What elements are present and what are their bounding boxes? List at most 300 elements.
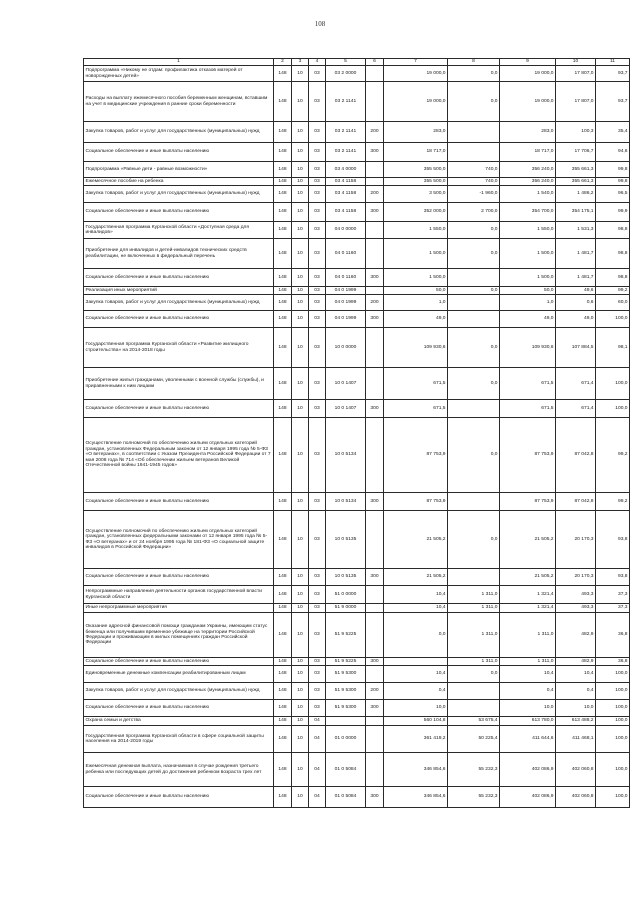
cell-sec: 10 (292, 787, 309, 808)
cell-sub: 03 (309, 287, 326, 295)
cell-v8: 0,0 (448, 66, 500, 82)
cell-v7: 21 505,2 (384, 569, 448, 586)
cell-v10: 1 481,7 (556, 239, 596, 269)
table-row (84, 178, 630, 186)
cell-v9: 109 930,6 (500, 328, 556, 368)
cell-v10: 355 661,3 (556, 162, 596, 178)
cell-v8: 0,0 (448, 418, 500, 493)
cell-vr: 300 (366, 787, 384, 808)
cell-name: Социальное обеспечение и иные выплаты населению (84, 493, 274, 511)
cell-v10: 402 060,8 (556, 787, 596, 808)
cell-v10: 87 042,8 (556, 493, 596, 511)
cell-name: Государственная программа Курганской области в сфере социальной защиты населения на 2014-2019 годы (84, 726, 274, 753)
cell-v9: 19 000,0 (500, 82, 556, 122)
cell-sec: 10 (292, 753, 309, 787)
cell-v9: 1 500,0 (500, 239, 556, 269)
table-row (84, 683, 630, 700)
table-row (84, 122, 630, 143)
cell-sec: 10 (292, 66, 309, 82)
cell-tgt: 01 0 0000 (326, 726, 366, 753)
cell-v10: 1 481,7 (556, 269, 596, 287)
cell-tgt: 04 0 1999 (326, 287, 366, 295)
table-row (84, 66, 630, 82)
cell-v7: 50,0 (384, 287, 448, 295)
cell-v10: 1 531,3 (556, 222, 596, 239)
cell-vr: 300 (366, 269, 384, 287)
cell-name: Социальное обеспечение и иные выплаты населению (84, 203, 274, 222)
cell-sub: 03 (309, 122, 326, 143)
cell-tgt: 03 2 1141 (326, 82, 366, 122)
table-row (84, 726, 630, 753)
cell-v7: 1 500,0 (384, 269, 448, 287)
table-row (84, 162, 630, 178)
cell-v11: 99,8 (596, 162, 630, 178)
cell-vr: 200 (366, 186, 384, 203)
table-row (84, 700, 630, 717)
cell-v11: 100,0 (596, 311, 630, 328)
cell-vr (366, 66, 384, 82)
cell-v8: 2 700,0 (448, 203, 500, 222)
cell-vr: 200 (366, 683, 384, 700)
table-row (84, 186, 630, 203)
table-row (84, 400, 630, 418)
cell-v10: 671,4 (556, 400, 596, 418)
cell-sec: 10 (292, 613, 309, 658)
cell-tgt: 10 0 5135 (326, 569, 366, 586)
cell-v11: 99,9 (596, 203, 630, 222)
cell-v7: 10,0 (384, 700, 448, 717)
column-number-row (84, 59, 630, 66)
cell-v11: 93,7 (596, 66, 630, 82)
cell-sec: 10 (292, 368, 309, 400)
cell-v11: 93,8 (596, 569, 630, 586)
cell-v8: 1 311,0 (448, 586, 500, 604)
cell-sub: 04 (309, 787, 326, 808)
cell-v7: 3 500,0 (384, 186, 448, 203)
cell-adm: 148 (274, 613, 292, 658)
cell-v11: 99,2 (596, 493, 630, 511)
cell-v7: 0,0 (384, 613, 448, 658)
cell-vr (366, 418, 384, 493)
cell-adm: 148 (274, 287, 292, 295)
cell-sub: 03 (309, 493, 326, 511)
cell-sub: 04 (309, 726, 326, 753)
cell-v8 (448, 311, 500, 328)
cell-name: Иные непрограммные мероприятия (84, 604, 274, 613)
cell-adm: 148 (274, 586, 292, 604)
cell-name: Подпрограмма «Равные дети - равные возможности» (84, 162, 274, 178)
cell-sub: 03 (309, 666, 326, 683)
cell-v11: 99,2 (596, 418, 630, 493)
cell-adm: 148 (274, 178, 292, 186)
cell-v10: 671,4 (556, 368, 596, 400)
cell-tgt: 51 9 5225 (326, 613, 366, 658)
cell-v10: 0,4 (556, 683, 596, 700)
cell-v8: 0,0 (448, 368, 500, 400)
table-row (84, 269, 630, 287)
cell-v11: 100,0 (596, 368, 630, 400)
cell-v9: 1 321,4 (500, 586, 556, 604)
cell-tgt: 03 2 1141 (326, 122, 366, 143)
cell-v11: 93,7 (596, 82, 630, 122)
cell-vr (366, 666, 384, 683)
cell-sec: 10 (292, 186, 309, 203)
cell-v9: 50,0 (500, 287, 556, 295)
cell-v10: 17 706,7 (556, 143, 596, 162)
cell-v10: 49,6 (556, 287, 596, 295)
cell-sub: 03 (309, 418, 326, 493)
cell-v9: 1,0 (500, 295, 556, 311)
table-row (84, 239, 630, 269)
cell-adm: 148 (274, 162, 292, 178)
cell-vr: 300 (366, 143, 384, 162)
cell-vr (366, 82, 384, 122)
table-row (84, 604, 630, 613)
table-row (84, 328, 630, 368)
cell-sub: 03 (309, 328, 326, 368)
cell-sub: 03 (309, 162, 326, 178)
cell-sub: 04 (309, 717, 326, 726)
cell-v9: 356 240,0 (500, 178, 556, 186)
cell-v11: 37,3 (596, 604, 630, 613)
cell-v7: 346 854,6 (384, 787, 448, 808)
table-row (84, 753, 630, 787)
cell-vr (366, 717, 384, 726)
table-row (84, 311, 630, 328)
cell-v8: 1 311,0 (448, 658, 500, 666)
cell-name: Закупка товаров, работ и услуг для государственных (муниципальных) нужд (84, 122, 274, 143)
cell-v9: 613 780,0 (500, 717, 556, 726)
cell-v8: 0,0 (448, 222, 500, 239)
cell-name: Социальное обеспечение и иные выплаты населению (84, 658, 274, 666)
cell-sub: 03 (309, 604, 326, 613)
cell-adm: 148 (274, 569, 292, 586)
cell-tgt: 10 0 1407 (326, 368, 366, 400)
cell-tgt: 03 4 1158 (326, 203, 366, 222)
cell-name: Оказание адресной финансовой помощи гражданам Украины, имеющим статус беженца или получившим временное убежище на территории Российской Федерации и проживающим в жилых помещениях граждан Российской Федерации (84, 613, 274, 658)
cell-adm: 148 (274, 269, 292, 287)
cell-name: Ежемесячное пособие на ребенка (84, 178, 274, 186)
cell-adm: 148 (274, 222, 292, 239)
cell-tgt: 51 0 0000 (326, 586, 366, 604)
cell-v7: 109 930,6 (384, 328, 448, 368)
cell-v7: 1 500,0 (384, 239, 448, 269)
table-row (84, 586, 630, 604)
cell-v7: 283,0 (384, 122, 448, 143)
cell-name: Государственная программа Курганской области «Доступная среда для инвалидов» (84, 222, 274, 239)
cell-adm: 148 (274, 717, 292, 726)
cell-v7: 361 419,2 (384, 726, 448, 753)
cell-sec: 10 (292, 683, 309, 700)
table-row (84, 511, 630, 569)
cell-v9: 19 000,0 (500, 66, 556, 82)
cell-vr (366, 162, 384, 178)
cell-adm: 148 (274, 203, 292, 222)
cell-v7: 49,0 (384, 311, 448, 328)
cell-name: Охрана семьи и детства (84, 717, 274, 726)
cell-vr (366, 287, 384, 295)
table-row (84, 569, 630, 586)
cell-adm: 148 (274, 726, 292, 753)
cell-vr (366, 726, 384, 753)
cell-v7: 352 000,0 (384, 203, 448, 222)
cell-v9: 402 086,9 (500, 787, 556, 808)
cell-sub: 03 (309, 295, 326, 311)
cell-sec: 10 (292, 287, 309, 295)
table-row (84, 493, 630, 511)
cell-vr: 300 (366, 569, 384, 586)
cell-v9: 671,5 (500, 368, 556, 400)
cell-v8: 1 311,0 (448, 613, 500, 658)
cell-v8: -1 960,0 (448, 186, 500, 203)
cell-vr (366, 178, 384, 186)
cell-tgt: 04 0 1160 (326, 269, 366, 287)
table-row (84, 658, 630, 666)
cell-v11: 100,0 (596, 787, 630, 808)
cell-name: Социальное обеспечение и иные выплаты населению (84, 787, 274, 808)
cell-tgt: 51 9 5300 (326, 700, 366, 717)
cell-v8: 0,0 (448, 239, 500, 269)
cell-name: Социальное обеспечение и иные выплаты населению (84, 311, 274, 328)
cell-v7: 1,0 (384, 295, 448, 311)
cell-vr (366, 368, 384, 400)
cell-vr: 200 (366, 122, 384, 143)
cell-sec: 10 (292, 658, 309, 666)
cell-adm: 148 (274, 143, 292, 162)
cell-sec: 10 (292, 700, 309, 717)
cell-sec: 10 (292, 666, 309, 683)
cell-sec: 10 (292, 239, 309, 269)
cell-v10: 17 807,0 (556, 82, 596, 122)
cell-sec: 10 (292, 328, 309, 368)
cell-v9: 10,4 (500, 666, 556, 683)
cell-v8: 1 311,0 (448, 604, 500, 613)
cell-v7: 1 550,0 (384, 222, 448, 239)
cell-v8 (448, 683, 500, 700)
cell-v11: 99,2 (596, 287, 630, 295)
cell-v9: 354 700,0 (500, 203, 556, 222)
cell-v11: 37,3 (596, 586, 630, 604)
cell-v7: 0,4 (384, 683, 448, 700)
cell-adm: 148 (274, 700, 292, 717)
cell-v8: 50 225,4 (448, 726, 500, 753)
cell-v10: 493,3 (556, 586, 596, 604)
cell-v9: 0,4 (500, 683, 556, 700)
cell-v9: 87 753,9 (500, 493, 556, 511)
cell-vr (366, 604, 384, 613)
table-row (84, 613, 630, 658)
cell-v7: 87 753,9 (384, 418, 448, 493)
cell-v11: 36,8 (596, 613, 630, 658)
table-row (84, 666, 630, 683)
cell-v7: 355 500,0 (384, 178, 448, 186)
cell-sub: 03 (309, 82, 326, 122)
column-header: 3 (292, 59, 309, 66)
cell-sub: 03 (309, 269, 326, 287)
cell-v11: 100,0 (596, 683, 630, 700)
cell-name: Единовременные денежные компенсации реабилитированным лицам (84, 666, 274, 683)
cell-v10: 482,9 (556, 658, 596, 666)
cell-v11: 35,4 (596, 122, 630, 143)
cell-v10: 10,0 (556, 700, 596, 717)
cell-tgt: 03 2 1141 (326, 143, 366, 162)
cell-name: Социальное обеспечение и иные выплаты населению (84, 700, 274, 717)
cell-vr (366, 511, 384, 569)
cell-v11: 98,1 (596, 328, 630, 368)
cell-tgt: 51 9 0000 (326, 604, 366, 613)
cell-v8: 0,0 (448, 511, 500, 569)
column-header: 8 (448, 59, 500, 66)
cell-v10: 411 468,1 (556, 726, 596, 753)
cell-v7: 18 717,0 (384, 143, 448, 162)
cell-adm: 148 (274, 295, 292, 311)
cell-v11: 100,0 (596, 753, 630, 787)
cell-v11: 100,0 (596, 717, 630, 726)
cell-v11: 100,0 (596, 700, 630, 717)
cell-v11: 99,8 (596, 178, 630, 186)
cell-v8: 0,0 (448, 328, 500, 368)
cell-v11: 98,8 (596, 269, 630, 287)
cell-sub: 03 (309, 511, 326, 569)
cell-tgt (326, 717, 366, 726)
cell-adm: 148 (274, 658, 292, 666)
cell-sec: 10 (292, 222, 309, 239)
cell-v8: 55 232,3 (448, 787, 500, 808)
cell-tgt: 10 0 5134 (326, 418, 366, 493)
cell-vr: 300 (366, 700, 384, 717)
cell-v7 (384, 658, 448, 666)
cell-name: Закупка товаров, работ и услуг для государственных (муниципальных) нужд (84, 186, 274, 203)
cell-sec: 10 (292, 493, 309, 511)
cell-v9: 10,0 (500, 700, 556, 717)
cell-name: Социальное обеспечение и иные выплаты населению (84, 143, 274, 162)
cell-v11: 94,6 (596, 143, 630, 162)
cell-sub: 03 (309, 613, 326, 658)
cell-tgt: 03 4 1158 (326, 186, 366, 203)
cell-adm: 148 (274, 400, 292, 418)
column-header: 9 (500, 59, 556, 66)
cell-v9: 1 311,0 (500, 658, 556, 666)
cell-v10: 107 884,5 (556, 328, 596, 368)
cell-v7: 671,5 (384, 400, 448, 418)
page-number: 108 (314, 20, 326, 28)
cell-sec: 10 (292, 203, 309, 222)
cell-sub: 03 (309, 239, 326, 269)
cell-v11: 93,8 (596, 511, 630, 569)
cell-v10: 20 170,3 (556, 511, 596, 569)
cell-v10: 100,3 (556, 122, 596, 143)
cell-v7: 560 104,8 (384, 717, 448, 726)
cell-v8 (448, 269, 500, 287)
cell-sub: 03 (309, 658, 326, 666)
cell-sub: 03 (309, 700, 326, 717)
cell-adm: 148 (274, 666, 292, 683)
table-row (84, 287, 630, 295)
column-header: 1 (84, 59, 274, 66)
cell-v8: 55 232,3 (448, 753, 500, 787)
cell-v8 (448, 400, 500, 418)
cell-v11: 100,0 (596, 666, 630, 683)
cell-sec: 10 (292, 162, 309, 178)
cell-sec: 10 (292, 269, 309, 287)
cell-vr: 300 (366, 311, 384, 328)
column-header: 4 (309, 59, 326, 66)
cell-v9: 671,5 (500, 400, 556, 418)
table-row (84, 418, 630, 493)
cell-vr (366, 222, 384, 239)
cell-adm: 148 (274, 328, 292, 368)
cell-sub: 04 (309, 753, 326, 787)
cell-sub: 03 (309, 311, 326, 328)
cell-v7: 10,4 (384, 604, 448, 613)
cell-vr (366, 586, 384, 604)
cell-tgt: 10 0 5134 (326, 493, 366, 511)
cell-adm: 148 (274, 122, 292, 143)
cell-vr: 300 (366, 203, 384, 222)
cell-vr: 200 (366, 295, 384, 311)
cell-tgt: 04 0 1160 (326, 239, 366, 269)
cell-v7: 21 505,2 (384, 511, 448, 569)
column-header: 7 (384, 59, 448, 66)
column-header: 6 (366, 59, 384, 66)
cell-v8: 740,0 (448, 178, 500, 186)
cell-v9: 21 505,2 (500, 511, 556, 569)
cell-v10: 493,3 (556, 604, 596, 613)
cell-v8: 53 675,4 (448, 717, 500, 726)
cell-name: Реализация иных мероприятий (84, 287, 274, 295)
cell-v7: 671,5 (384, 368, 448, 400)
cell-v11: 60,0 (596, 295, 630, 311)
cell-sec: 10 (292, 122, 309, 143)
cell-name: Закупка товаров, работ и услуг для государственных (муниципальных) нужд (84, 683, 274, 700)
cell-tgt: 51 9 5300 (326, 683, 366, 700)
cell-v9: 411 644,6 (500, 726, 556, 753)
cell-adm: 148 (274, 311, 292, 328)
cell-sub: 03 (309, 368, 326, 400)
table-row (84, 82, 630, 122)
cell-sec: 10 (292, 717, 309, 726)
cell-v8: 0,0 (448, 287, 500, 295)
cell-name: Ежемесячная денежная выплата, назначаемая в случае рождения третьего ребенка или последующих детей до достижения ребенком возраста трех лет (84, 753, 274, 787)
cell-name: Расходы на выплату ежемесячного пособия беременным женщинам, вставшим на учет в медицинские учреждения в ранние сроки беременности (84, 82, 274, 122)
table-row (84, 222, 630, 239)
cell-v8: 0,0 (448, 82, 500, 122)
cell-tgt: 01 0 5084 (326, 753, 366, 787)
cell-v10: 10,4 (556, 666, 596, 683)
cell-v8: 0,0 (448, 666, 500, 683)
cell-adm: 148 (274, 418, 292, 493)
cell-adm: 148 (274, 787, 292, 808)
cell-name: Государственная программа Курганской области «Развитие жилищного строительства» на 2014-2018 годы (84, 328, 274, 368)
cell-v10: 355 661,3 (556, 178, 596, 186)
cell-v9: 1 500,0 (500, 269, 556, 287)
cell-v9: 87 753,9 (500, 418, 556, 493)
cell-name: Социальное обеспечение и иные выплаты населению (84, 569, 274, 586)
cell-vr (366, 753, 384, 787)
cell-name: Приобретение для инвалидов и детей-инвалидов технических средств реабилитации, не включенных в федеральный перечень (84, 239, 274, 269)
cell-v9: 356 240,0 (500, 162, 556, 178)
table-row (84, 368, 630, 400)
cell-v7: 346 854,6 (384, 753, 448, 787)
cell-v11: 96,5 (596, 186, 630, 203)
cell-sec: 10 (292, 311, 309, 328)
cell-name: Социальное обеспечение и иные выплаты населению (84, 400, 274, 418)
cell-adm: 148 (274, 186, 292, 203)
cell-sub: 03 (309, 222, 326, 239)
cell-v10: 87 042,8 (556, 418, 596, 493)
cell-v9: 18 717,0 (500, 143, 556, 162)
cell-name: Осуществление полномочий по обеспечению жильем отдельных категорий граждан, установленных федеральными законами от 12 января 1995 года № 5-ФЗ «О ветеранах» и от 24 ноября 1995 года № 181-ФЗ «О социальной защите инвалидов в Российской Федерации» (84, 511, 274, 569)
